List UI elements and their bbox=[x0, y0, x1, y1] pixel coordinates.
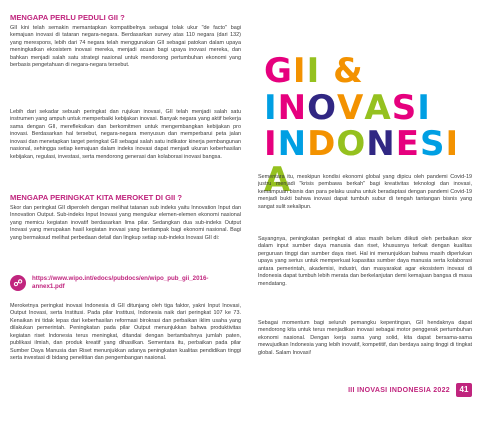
reference-url[interactable]: https://www.wipo.int/edocs/pubdocs/en/wipo_pub_gii_2016-annex1.pdf bbox=[32, 275, 209, 290]
title-line-gii bbox=[264, 52, 474, 90]
title-letter: A bbox=[364, 88, 392, 128]
title-line-inovasi bbox=[264, 90, 474, 126]
title-letter: I bbox=[417, 88, 431, 128]
page-number: 41 bbox=[456, 383, 472, 397]
heading-why-rank: MENGAPA PERINGKAT KITA MEROKET DI GII ? bbox=[10, 193, 182, 202]
title-letter: S bbox=[419, 124, 446, 164]
heading-why-care: MENGAPA PERLU PEDULI GII ? bbox=[10, 13, 125, 22]
paragraph: Meroketnya peringkat inovasi Indonesia di GII ditunjang oleh tiga faktor, yakni Input Inovasi, Output Inovasi, serta Institusi. Pada pilar Institusi, Indonesia naik dari peringkat 107 ke 73. Kenaikan ini tidak lepas dari keberhasilan reformasi birokrasi dan perbaikan iklim usaha yang dilakukan pemerintah. Peningkatan pada pilar Output menunjukkan bahwa produktivitas kegiatan riset Indonesia terus meningkat, ditandai dengan bertambahnya jumlah paten, publikasi ilmiah, dan produk kreatif yang dihasilkan. Sementara itu, perbaikan pada pilar Sumber Daya Manusia dan Riset menunjukkan adanya peningkatan kualitas pendidikan tinggi serta investasi di bidang penelitian dan pengembangan nasional. bbox=[10, 303, 241, 362]
footer-title: III INOVASI INDONESIA 2022 bbox=[348, 386, 450, 394]
page-footer bbox=[348, 383, 472, 397]
title-letter: A bbox=[264, 160, 292, 200]
title-ampersand: & bbox=[333, 51, 364, 91]
title-letter: D bbox=[307, 124, 337, 164]
paragraph: Skor dan peringkat GII diperoleh dengan melihat tatanan sub indeks yaitu Innovation Input dan Innovation Output. Sub-indeks Input Inovasi yang mengukur elemen-elemen ekonomi nasional yang memicu kegiatan inovatif berdasarkan lima pilar. Sedangkan dua sub-indeks Output Inovasi yang merupakan hasil kegiatan inovasi yang berdampak bagi ekonomi nasional. Bagi yang bermaksud melihat perbedaan detail dan lingkup setiap sub-indeks Inovasi GII di: bbox=[10, 205, 241, 241]
title-letter: I bbox=[264, 88, 278, 128]
paragraph: Sebagai momentum bagi seluruh pemangku kepentingan, GII hendaknya dapat mendorong kita untuk terus menjadikan inovasi sebagai motor penggerak pertumbuhan ekonomi nasional. Dengan kerja sama yang solid, kita dapat bersama-sama mewujudkan Indonesia yang lebih inovatif, kompetitif, dan berdaya saing tinggi di tingkat global. Salam Inovasi! bbox=[258, 320, 472, 356]
paragraph: Sementara itu, meskipun kondisi ekonomi global yang dipicu oleh pandemi Covid-19 justru menjadi "krisis pembawa berkah" bagi kreativitas teknologi dan inovasi, kemampuan bisnis dan para pelaku usaha untuk beradaptasi dengan pandemi Covid-19 menjadi bukti bahwa inovasi dapat tumbuh subur di tengah tantangan bisnis yang sangat sulit sekalipun. bbox=[258, 174, 472, 210]
paragraph: Sayangnya, peningkatan peringkat di atas masih belum diikuti oleh perbaikan skor dalam input sumber daya manusia dan riset, khususnya terkait dengan kualitas perguruan tinggi dan sumber daya riset. Hal ini menunjukkan bahwa masih diperlukan upaya yang serius untuk memperkuat kapasitas sumber daya manusia serta kolaborasi antara pemerintah, akademisi, industri, dan masyarakat agar ekosistem inovasi di Indonesia dapat tumbuh lebih merata dan berkelanjutan demi kemajuan bangsa di masa mendatang. bbox=[258, 236, 472, 287]
title-letter: S bbox=[391, 88, 418, 128]
title-letter: V bbox=[337, 88, 365, 128]
title-letter: I bbox=[292, 51, 307, 91]
title-letter: E bbox=[395, 124, 420, 164]
title-letter: I bbox=[306, 51, 321, 91]
title-letter: G bbox=[264, 51, 293, 91]
title-letter: O bbox=[307, 88, 338, 128]
title-letter: N bbox=[277, 88, 308, 128]
title-letter: I bbox=[445, 124, 460, 164]
title-letter: N bbox=[366, 124, 396, 164]
paragraph: Lebih dari sekadar sebuah peringkat dan rujukan inovasi, GII telah menjadi salah satu instrumen yang ampuh untuk memperbaiki kebijakan inovasi. Banyak negara yang aktif bekerja sama dengan GII, merefleksikan dan berkomitmen untuk mengembangkan kebijakan pro inovasi. Berdasarkan hal tersebut, negara-negara menyusun dan memperbarui peta jalan inovasi dan menetapkan target peringkat GII sebagai salah satu indikator kinerja pembangunan nasional, sehingga setiap kemajuan dalam indeks inovasi dapat menjadi ukuran keberhasilan kebijakan, regulasi, investasi, serta mendorong generasi dan kolaborasi inovasi bangsa. bbox=[10, 109, 241, 160]
title-letter: O bbox=[336, 124, 367, 164]
title-letter: I bbox=[264, 124, 278, 164]
right-column bbox=[258, 174, 472, 380]
title-word-gii bbox=[264, 51, 320, 91]
left-column bbox=[10, 13, 241, 421]
link-icon: ☍ bbox=[10, 275, 26, 291]
reference-link[interactable] bbox=[10, 275, 241, 297]
title-letter: N bbox=[277, 124, 308, 164]
paragraph: GII kini telah semakin memantapkan kompatibelnya sebagai tolak ukur "de facto" bagi kemajuan inovasi di tataran negara-negara. Berdasarkan survey atas 110 negara (dari 132) yang merespons, lebih dari 74 negara telah menggunakan GII sebagai patokan dalam upaya meningkatkan ekosistem inovasi mereka, menjadi acuan bagi upaya inovasi mereka, dan bahkan menjadi salah satu strategi nasional untuk mendorong pertumbuhan ekonomi yang berbasis pengetahuan di negara-negara tersebut. bbox=[10, 25, 241, 69]
